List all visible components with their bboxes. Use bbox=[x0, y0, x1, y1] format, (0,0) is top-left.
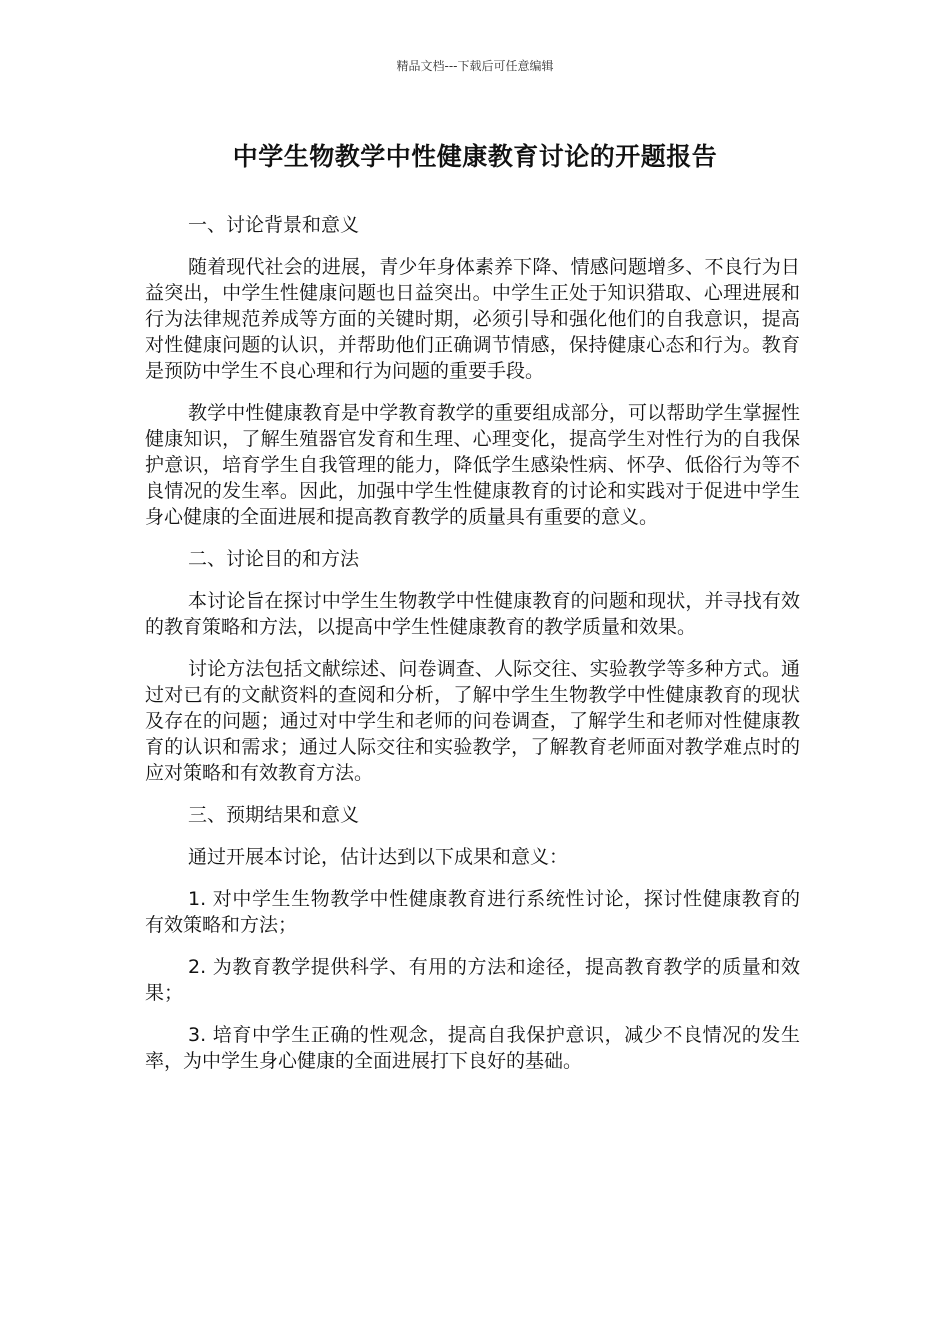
document-body bbox=[145, 212, 800, 1074]
section-heading-purpose: 二、讨论目的和方法 bbox=[188, 548, 360, 570]
section-heading-results: 三、预期结果和意义 bbox=[188, 804, 360, 826]
document-title: 中学生物教学中性健康教育讨论的开题报告 bbox=[232, 142, 718, 171]
paragraph: 本讨论旨在探讨中学生生物教学中性健康教育的问题和现状，并寻找有效的教育策略和方法，以提高中学生性健康教育的教学质量和效果。 bbox=[145, 590, 800, 638]
list-item: 2. 为教育教学提供科学、有用的方法和途径，提高教育教学的质量和效果； bbox=[145, 956, 800, 1004]
section-heading-background: 一、讨论背景和意义 bbox=[188, 214, 360, 236]
paragraph: 教学中性健康教育是中学教育教学的重要组成部分，可以帮助学生掌握性健康知识，了解生殖器官发育和生理、心理变化，提高学生对性行为的自我保护意识，培育学生自我管理的能力，降低学生感染性病、怀孕、低俗行为等不良情况的发生率。因此，加强中学生性健康教育的讨论和实践对于促进中学生身心健康的全面进展和提高教育教学的质量具有重要的意义。 bbox=[145, 402, 800, 528]
paragraph: 讨论方法包括文献综述、问卷调查、人际交往、实验教学等多种方式。通过对已有的文献资料的查阅和分析，了解中学生生物教学中性健康教育的现状及存在的问题；通过对中学生和老师的问卷调查，了解学生和老师对性健康教育的认识和需求；通过人际交往和实验教学，了解教育老师面对教学难点时的应对策略和有效教育方法。 bbox=[145, 658, 800, 784]
paragraph: 通过开展本讨论，估计达到以下成果和意义： bbox=[188, 846, 569, 868]
header-note: 精品文档---下载后可任意编辑 bbox=[396, 59, 554, 73]
list-item: 1. 对中学生生物教学中性健康教育进行系统性讨论，探讨性健康教育的有效策略和方法； bbox=[145, 888, 800, 936]
paragraph: 随着现代社会的进展，青少年身体素养下降、情感问题增多、不良行为日益突出，中学生性健康问题也日益突出。中学生正处于知识猎取、心理进展和行为法律规范养成等方面的关键时期，必须引导和强化他们的自我意识，提高对性健康问题的认识，并帮助他们正确调节情感，保持健康心态和行为。教育是预防中学生不良心理和行为问题的重要手段。 bbox=[145, 256, 800, 382]
list-item: 3. 培育中学生正确的性观念，提高自我保护意识，减少不良情况的发生率，为中学生身心健康的全面进展打下良好的基础。 bbox=[145, 1024, 800, 1072]
